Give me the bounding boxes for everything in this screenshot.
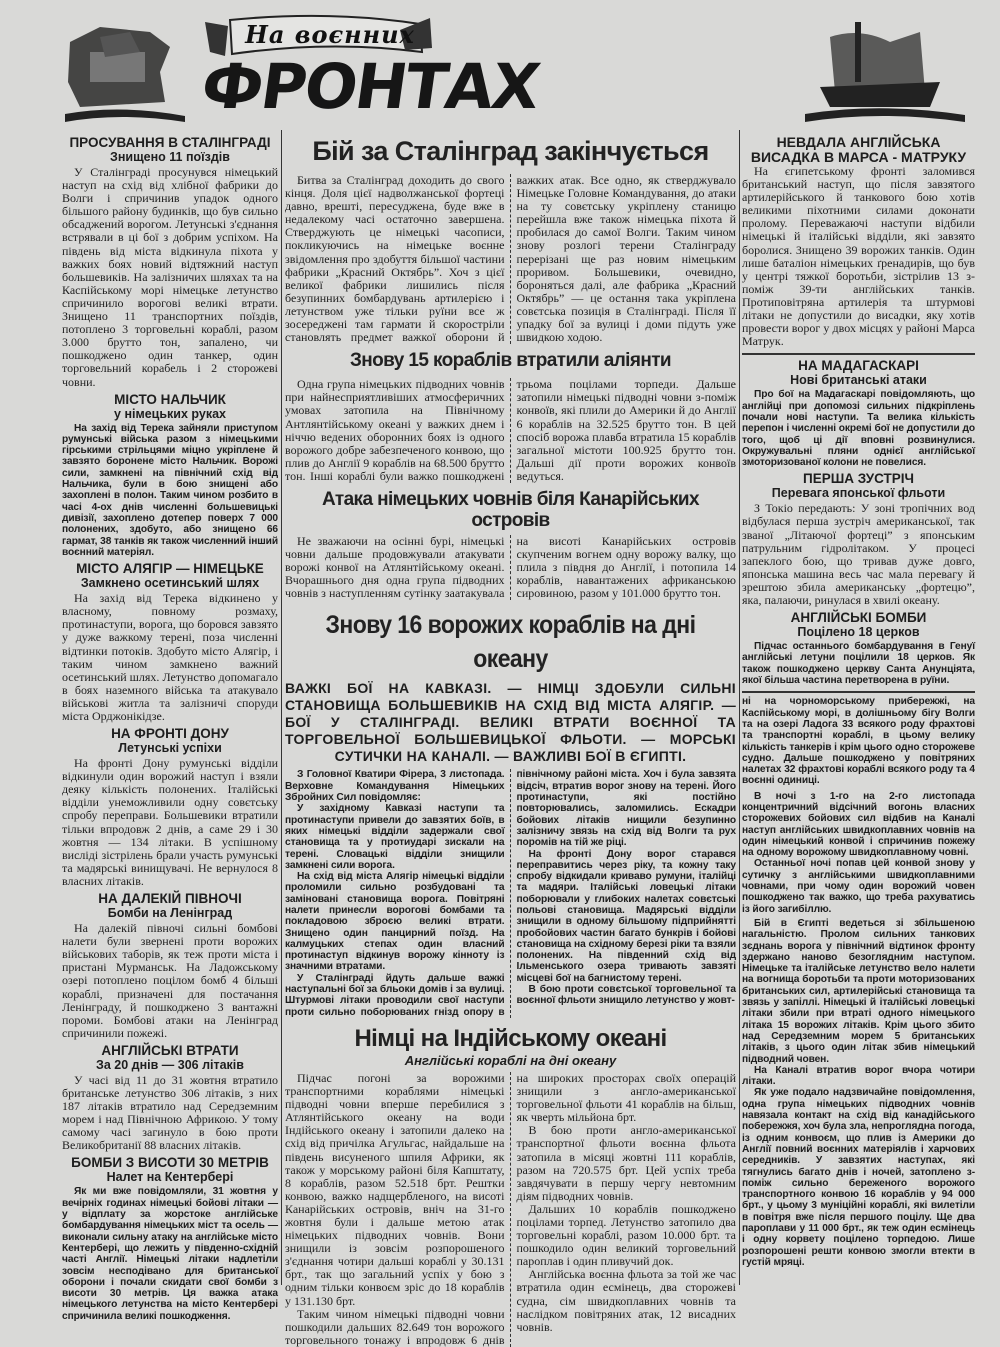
- article-deck: ВАЖКІ БОЇ НА КАВКАЗІ. — НІМЦІ ЗДОБУЛИ СИЛЬНІ СТАНОВИЩА БОЛЬШЕВИКІВ НА СХІД ВІД МІСТА АЛЯГІР. — БОЇ У СТАЛІНГРАДІ. ВЕЛИКІ ВТРАТИ ВОЄННОЇ ТА ТОРГОВЕЛЬНОЇ БОЛЬШЕВИЦЬКОЇ ФЛЬОТИ. — МОРСЬКІ СУТИЧКИ НА КАНАЛІ. — ВАЖЛИВІ БОЇ В ЄГИПТІ.: [285, 680, 736, 765]
- article-paragraph: ні на чорноморському прибережжі, на Каспійському морі, в долішньому бігу Волги та на озері Ладога 33 всякого роду фрахтові та транспортні кораблі, в цьому велику кількість танкерів і крім цього одно сторожеве судно. Дальше пошкоджено у повітряних налетах 32 фрахтові кораблі всякого роду та 4 воєнні одиниці.: [742, 696, 975, 787]
- article-subhead: Англійські кораблі на дні океану: [404, 1052, 617, 1068]
- article-headline: МІСТО НАЛЬЧИК: [114, 391, 226, 407]
- article-subhead: Нові британські атаки: [790, 373, 927, 388]
- article-headline: ПРОСУВАННЯ В СТАЛІНГРАДІ: [69, 135, 271, 150]
- main-headline: Бій за Сталінград закінчується: [312, 136, 709, 166]
- article-paragraph: Дальших 10 кораблів пошкоджено поцілами торпед. Летунство затопило два торговельні кораблі, разом 10.000 брт. та пошкодило один великий торговельний пароплав і один пливучий док.: [516, 1201, 736, 1269]
- tank-illustration-icon: [65, 27, 185, 122]
- article-paragraph: У Сталінграді йдуть дальше важкі наступальні бої за бльоки домів і за вулиці. Штурмові літаки проводили свої наступи проти сильно поборюваних гнізд опору в північному районі міста. Хоч і була завзята відсіч, втратив ворог знову на терені. Його протинаступи, які постійно повторювались, заломились. Ескадри бойових літаків нищили безупинно залізничу звязь на схід від Волги та рух поромів на тій же ріці.: [285, 769, 736, 1018]
- article-headline: НА ДАЛЕКІЙ ПІВНОЧІ: [98, 891, 242, 907]
- article-don-front: [62, 726, 278, 888]
- article-canterbury: [62, 1155, 278, 1322]
- ship-illustration-icon: [805, 22, 965, 122]
- article-paragraph: В бою проти англо-американської транспортної фльоти воєнна фльота затопила в місяці жовтні 111 кораблів, разом на 720.575 брт. Цей успіх треба завдячувати в першу чергу невтомним діям підводних човнів.: [516, 1123, 736, 1203]
- article-body: Битва за Сталінград доходить до свого кінця. Доля цієї надволжанської фортеці давно, врешті, пересуджена, буде вже в недалекому часі остаточно завершена. Стверджують це німецькі часописи, покликуючись на німецьке воєнне звідомлення про здобуття більшої частини фабрики „Красний Октябрь”. Хоч з цієї великої фабрики лишились після безупинних бомбардувань артилерією і летунством уже тільки руїни все ж зосереджені там гармати й скоростріли становлять предмет важкої оборони й важких атак. Все одно, як стверджувало Німецьке Головне Командування, до атаки на ту совєтську укріплену станицю перейшла вже також німецька піхота й пробилася до самої Волги. Таким чином знову розлогі терени Сталінграду перерізані ще раз новим німецьким проривом. Большевики, очевидно, боронятьcя далі, але фабрика „Красний Октябрь” — це остання така укріплена совєтська позиція в Сталінграді. Після її упадку бої за вулиці і доми підуть уже швидкою ходою.: [285, 173, 736, 345]
- article-madagascar: [742, 358, 975, 468]
- article-headline: НЕВДАЛА АНГЛІЙСЬКА ВИСАДКА В МАРСА - МАТРУКУ: [750, 134, 967, 165]
- article-paragraph: Англійська воєнна фльота за той же час втратила один есмінець, два сторожеві судна, сім швидкоплавних човнів та наслідком повітряних атак, 12 висадних човнів.: [516, 1267, 736, 1334]
- article-subhead: Летунські успіхи: [118, 741, 222, 756]
- article-body: Як ми вже повідомляли, 31 жовтня у вечірніх годинах німецькі бойові літаки — у відплату за жорстоке англійське бомбардування німецьких міст та осель — виконали сильну атаку на англійське місто Кентербері, що лежить у південно-східній часті Англії. Німецькі літаки надлетіли зовсім несподівано для британської оборони і почали скидати свої бомби з висоти 30 метрів. Ця важка атака німецького летунства на місто Кентербері спричинила великі пошкодження.: [62, 1186, 278, 1322]
- article-headline: Німці на Індійському океані: [354, 1024, 667, 1052]
- article-body: На захід від Терека зайняли приступом румунські війська разом з німецькими гірськими стрільцями міцно укріплене й завзято боронене місто Нальчик. Ворожі сили, замкнені на північний схід від Нальчика, були в бою знищені або захоплені в полон. Таким чином розбито в часі 4-ох днів численні большевицькі дивізії, захоплено дотепер поверх 7 000 полонених, здобуто, або знищено 66 гармат, 38 танків як також численний інший воєнний матеріял.: [62, 422, 278, 558]
- article-subhead: Замкнено осетинський шлях: [80, 576, 260, 591]
- article-subhead: За 20 днів — 306 літаків: [96, 1057, 244, 1072]
- article-paragraph: В бою проти совєтської торговельної та воєнної фльоти знищило летунство у жовт-: [516, 984, 736, 1007]
- article-alyagir: [62, 561, 278, 723]
- article-paragraph: Таким чином німецькі підводні човни пошкодили дальших 82.649 тон ворожого торговельного тонажу і впродовж 6 днів на широких просторах своїх операцій знищили з англо-американської торговельної фльоти 41 кораблів на більш, як чверть мільйона брт.: [285, 1070, 736, 1347]
- article-headline: Знову 15 кораблів втратили аліянти: [349, 350, 672, 372]
- article-canary-islands: [285, 489, 736, 600]
- article-subhead: Перевага японської фльоти: [771, 486, 946, 501]
- article-body: На захід від Терека відкинено у власному, повному розмаху, протинаступи, ворога, що боровся завзято у дуже важкому терені, поза численні відтинки потоків. Здобуто місто Алягір, і таким чином замкнено важний осетинський шлях. Летунство допомагало в боях наземного війська та атакувало військові житла та залізничі споруди міста Орджонікідзе.: [62, 591, 278, 723]
- article-body: У Сталінграді просунувся німецький наступ на схід від хлібної фабрики до Волги і спричинив упадок одного більшого району будинків, що був сильно обсаджений ворогом. Летунські з'єднання встрявали в ці бої з добрим успіхом. На південь від міста відкинула піхота у важких боях новий відтяжний наступ большевиків. На залізничих шляхах та на Каспійському морі німецьке летунство спричинило ворогові великі втрати. Знищено 11 транспортних поїздів, потоплено 3 торговельні кораблі, разом 3.000 брутто тон, запалено, чи пошкоджено один танкер, один торговельний корабель і 2 сторожеві човни.: [62, 165, 278, 389]
- divider: [742, 353, 975, 355]
- article-subhead: Поцілено 18 церков: [797, 625, 920, 640]
- article-paragraph: В ночі з 1-го на 2-го листопада концентричний відсічний вогонь власних сторожевих бойових сил відбив на Каналі наступ англійських швидкоплавних човнів на один німецький конвой і спричинив пожежу на одному ворожому швидкоплавному човні.: [742, 790, 975, 859]
- article-indian-ocean: [285, 1024, 736, 1347]
- article-subhead: Налет на Кентербері: [106, 1170, 234, 1185]
- article-subhead: у німецьких руках: [114, 406, 226, 421]
- right-column: [742, 132, 975, 1268]
- article-body: У часі від 11 до 31 жовтня втратило британське летунство 306 літаків, з них 187 літаків втратило над Середземним морем і над Північною Африкою. У тому самому часі загинуло в бою проти Великобританії 88 власних літаків.: [62, 1072, 278, 1153]
- article-body: На єгипетському фронті заломився британський наступ, що після завзятого артилерійського й танкового бою хотів великими піхотними силами доконати пролому. Переважаючі наступи відбили німецькі й італійські відділи, які завзято боролися. Знищено 39 ворожих танків. Один лише баталіон німецьких ґренадирів, що був у центрі тяжкої боротьби, зістрілив 13 з-поміж 39-ти англійських танків. Протиповітряна артилерія та штурмові літаки не допустили до висадки, яку хотів провести ворог у двох місцях у районі Марса Матрук.: [742, 164, 975, 349]
- column-rule: [739, 130, 740, 1285]
- article-stalingrad-advance: [62, 135, 278, 389]
- article-continuation: [742, 696, 975, 1268]
- masthead-line1: На воєнних: [245, 20, 415, 49]
- article-body: З Токіо передають: У зоні тропічних вод відбулася перша зустріч американської, так званої „Літаючої фортеці” з японським патрульним гідролітаком. У процесі запеклого бою, що тривав дуже довго, японська машина весь час мала перевагу й зрештою збила американську „фортецю”, яка, палаючи, ринулася в хвилі океану.: [742, 501, 975, 608]
- article-paragraph: Бій в Єгипті ведеться зі збільшеною нагальністю. Пролом сильних танкових зєднань ворога у північний відтинок фронту здержано наново безоглядним наступом. Німецьке та італійське летунство вело налети на вогнища боротьби та проти моторизованих британських сил, артилерійські становища та звязь у запіллі. Німецькі й італійські ловецькі літаки збили при втраті одного німецького літака 15 ворожих літаків. Крім цього збито над Середземним морем 5 британських літаків, з цього один літак збив німецький підводний човен.: [742, 917, 975, 1065]
- article-stalingrad-battle: [285, 132, 736, 344]
- article-paragraph: Як уже подало надзвичайне повідомлення, одна група німецьких підводних човнів навязала контакт на схід від канадійського побережжя, хоч була зла, непроглядна погода, із одним конвоєм, що плив із Америки до Англії повний воєнних матеріялів і харчових середників. У завзятих наступах, які тягнулись багато днів і ночей, затоплено з-поміж сильно береженого ворожого транспортного конвою 16 кораблів у 94 000 брт., у цьому 3 муніційні кораблі, які вилетіли в повітря вже після першого поцілу. Ще два пароплави у 11 000 брт., як теж один есмінець і одну корвету поцілено торпедою. Лише розпорошені решти конвою змогли втекти в густій мряці.: [742, 1087, 975, 1268]
- divider: [742, 691, 975, 693]
- article-16-ships: [285, 608, 736, 1018]
- article-english-losses: [62, 1043, 278, 1153]
- masthead: [60, 12, 980, 130]
- article-headline: НА ФРОНТІ ДОНУ: [111, 726, 229, 742]
- center-column: [285, 132, 736, 1347]
- article-first-encounter: [742, 471, 975, 607]
- article-body: Про бої на Мадагаскарі повідомляють, що англійці при допомозі сильних підкріплень почали нові наступи. Та велика кількість перепон і численні окремі бої не допустили до того, щоб ці дії вповні розвинулися. Окружувальні пляни однієї англійської змоторизованої колони не повелися.: [742, 389, 975, 469]
- article-far-north: [62, 891, 278, 1040]
- article-body: Не зважаючи на осінні бурі, німецькі човни дальше продовжували атакувати ворожі конвої на Атлянтійському океані. Вчорашнього дня одна група підводних човнів з наступленням сутінку заатакувала на висоті Канарійських островів скупченим вогнем одну ворожу валку, що плила з півдня до Англії, і потопила 14 кораблів, навантажених африканською сировиною, разом у 101.000 брутто тон.: [285, 533, 736, 601]
- masthead-title: ФРОНТАХ: [196, 50, 543, 123]
- article-dateline: З Головної Кватири Фірера, 3 листопада. Верховне Командування Німецьких Збройних Сил повідомляє:: [285, 769, 505, 804]
- article-15-ships: [285, 348, 736, 483]
- article-subhead: Бомби на Ленінград: [107, 906, 233, 921]
- article-paragraph: У західному Кавказі наступи та протинаступи привели до завзятих боїв, в яких німецькі відділи задержали свої становища та у протиударі зискали на терені. Словацькі відділи знищили замкнені сили ворога.: [285, 803, 505, 871]
- article-nalchik: [62, 392, 278, 559]
- article-paragraph: На схід від міста Алягір німецькі відділи проломили сильно розбудовані та заміновані становища ворога. Повітряні налети принесли ворогові бомбами та покладовою зброєю великі втрати. Знищено один панцирний поїзд. На калмуцьких степах один власний протинаступ відкинув ворожу кінноту із значними втратами.: [285, 871, 505, 973]
- article-marsa-matruh: [742, 135, 975, 348]
- article-headline: БОМБИ З ВИСОТИ 30 МЕТРІВ: [71, 1155, 269, 1171]
- article-paragraph: Підчас погоні за ворожими транспортними кораблями німецькі підводні човни вперше перебилися з Атлянтійського океану на води Індійського океану і затопили далеко на схід від причілка Агульгас, найдальше на південь висуненого шпиля Африки, як також у морському районі біля Капштату, 8 кораблів, разом 52.518 брт. Рештки конвою, важко надщербленого, на висоті Канарійських островів, вніч на 31-го жовтня були і дальше метою атак німецьких підводних човнів. Вони знищили із зовсім розпорошеного з'єднання чотири дальші кораблі у 30.131 брт., так що загальний успіх у бою з одним тільки конвоєм зріс до 18 кораблів у 131.130 брт.: [285, 1070, 505, 1308]
- article-headline: МІСТО АЛЯГІР — НІМЕЦЬКЕ: [76, 561, 264, 577]
- article-headline: ПЕРША ЗУСТРІЧ: [802, 471, 915, 487]
- article-paragraph: На Каналі втратив ворог вчора чотири літаки.: [742, 1064, 975, 1088]
- article-headline: Атака німецьких човнів біля Канарійських островів: [322, 488, 699, 531]
- article-headline: Знову 16 ворожих кораблів на дні океану: [325, 611, 696, 674]
- left-column: [62, 132, 278, 1322]
- article-body: Підчас останнього бомбардування в Генуї англійські летуни поцілили 18 церков. Як також пошкоджено церкву Санта Анунціята, якої більша частина перетворена в руїни.: [742, 641, 975, 687]
- article-paragraph: Останньої ночі попав цей конвой знову у сутичку з англійськими швидкоплавними човнами, при чому один ворожий човен пошкоджено так важко, що треба рахуватись із його загибіллю.: [742, 858, 975, 915]
- article-subhead: Знищено 11 поїздів: [110, 150, 230, 164]
- article-body: Одна група німецьких підводних човнів при найнесприятливіших атмосферичних умовах затопила на Північному Антлянтійському океані у важких днем і ніччю ведених оборонних боях із одного ворожого добре забезпеченого конвою, що плив до Англії 9 кораблів на 68.500 брутто тон. Інші кораблі були важко пошкоджені трьома поцілами торпеди. Дальше затопили німецькі підводні човни з-поміж конвоїв, які плили до Америки й до Англії 6 кораблів на 32.525 брутто тон. В цей спосіб ворожа плавба втратила 15 кораблів загальної містоти 100.925 брутто тон. Дальші дії проти ворожих конвоїв ведуться.: [285, 377, 736, 483]
- article-body: На фронті Дону румунські відділи відкинули один ворожий наступ і взяли деяку кількість полонених. Італійські відділи унеможливили одну совєтську спробу переправи. Большевики втратили тільки впродовж 2 днів, а саме 29 і 30 жовтня — 134 літаки. В успішному висліді зістрілень брали участь румунські та мадярські винищувачі. Не вернулося 8 власних літаків.: [62, 756, 278, 888]
- article-body: На далекій півночі сильні бомбові налети були звернені проти ворожих військових таборів, як теж проти міста і пристані Мурманськ. На Ладожському озері потоплено поцілом бомб 4 більші кораблі, призначені для постачання Ленінграду, й пошкоджено 3 вантажні пороми. Бомбові атаки на Ленінград спричинили пожежі.: [62, 921, 278, 1040]
- article-headline: НА МАДАГАСКАРІ: [798, 358, 919, 374]
- article-paragraph: На фронті Дону ворог старався переправитись через ріку, та кожну таку спробу відкидали криваво румуни, італійці та мадяри. Італійські ловецькі літаки поборювали у глибоких налетах совєтські польові становища. Мадярські відділи знищили в одному більшому підприйнятті пробойових частин багато бункрів і бойові становища на східному березі ріки та взяли полонених. На південний схід від Ільменського озера тривають завзяті місцеві бої на багнистому терені.: [516, 848, 736, 984]
- article-headline: АНГЛІЙСЬКІ ВТРАТИ: [101, 1042, 239, 1058]
- column-rule: [281, 130, 282, 1285]
- article-english-bombs: [742, 610, 975, 686]
- article-headline: АНГЛІЙСЬКІ БОМБИ: [790, 610, 927, 626]
